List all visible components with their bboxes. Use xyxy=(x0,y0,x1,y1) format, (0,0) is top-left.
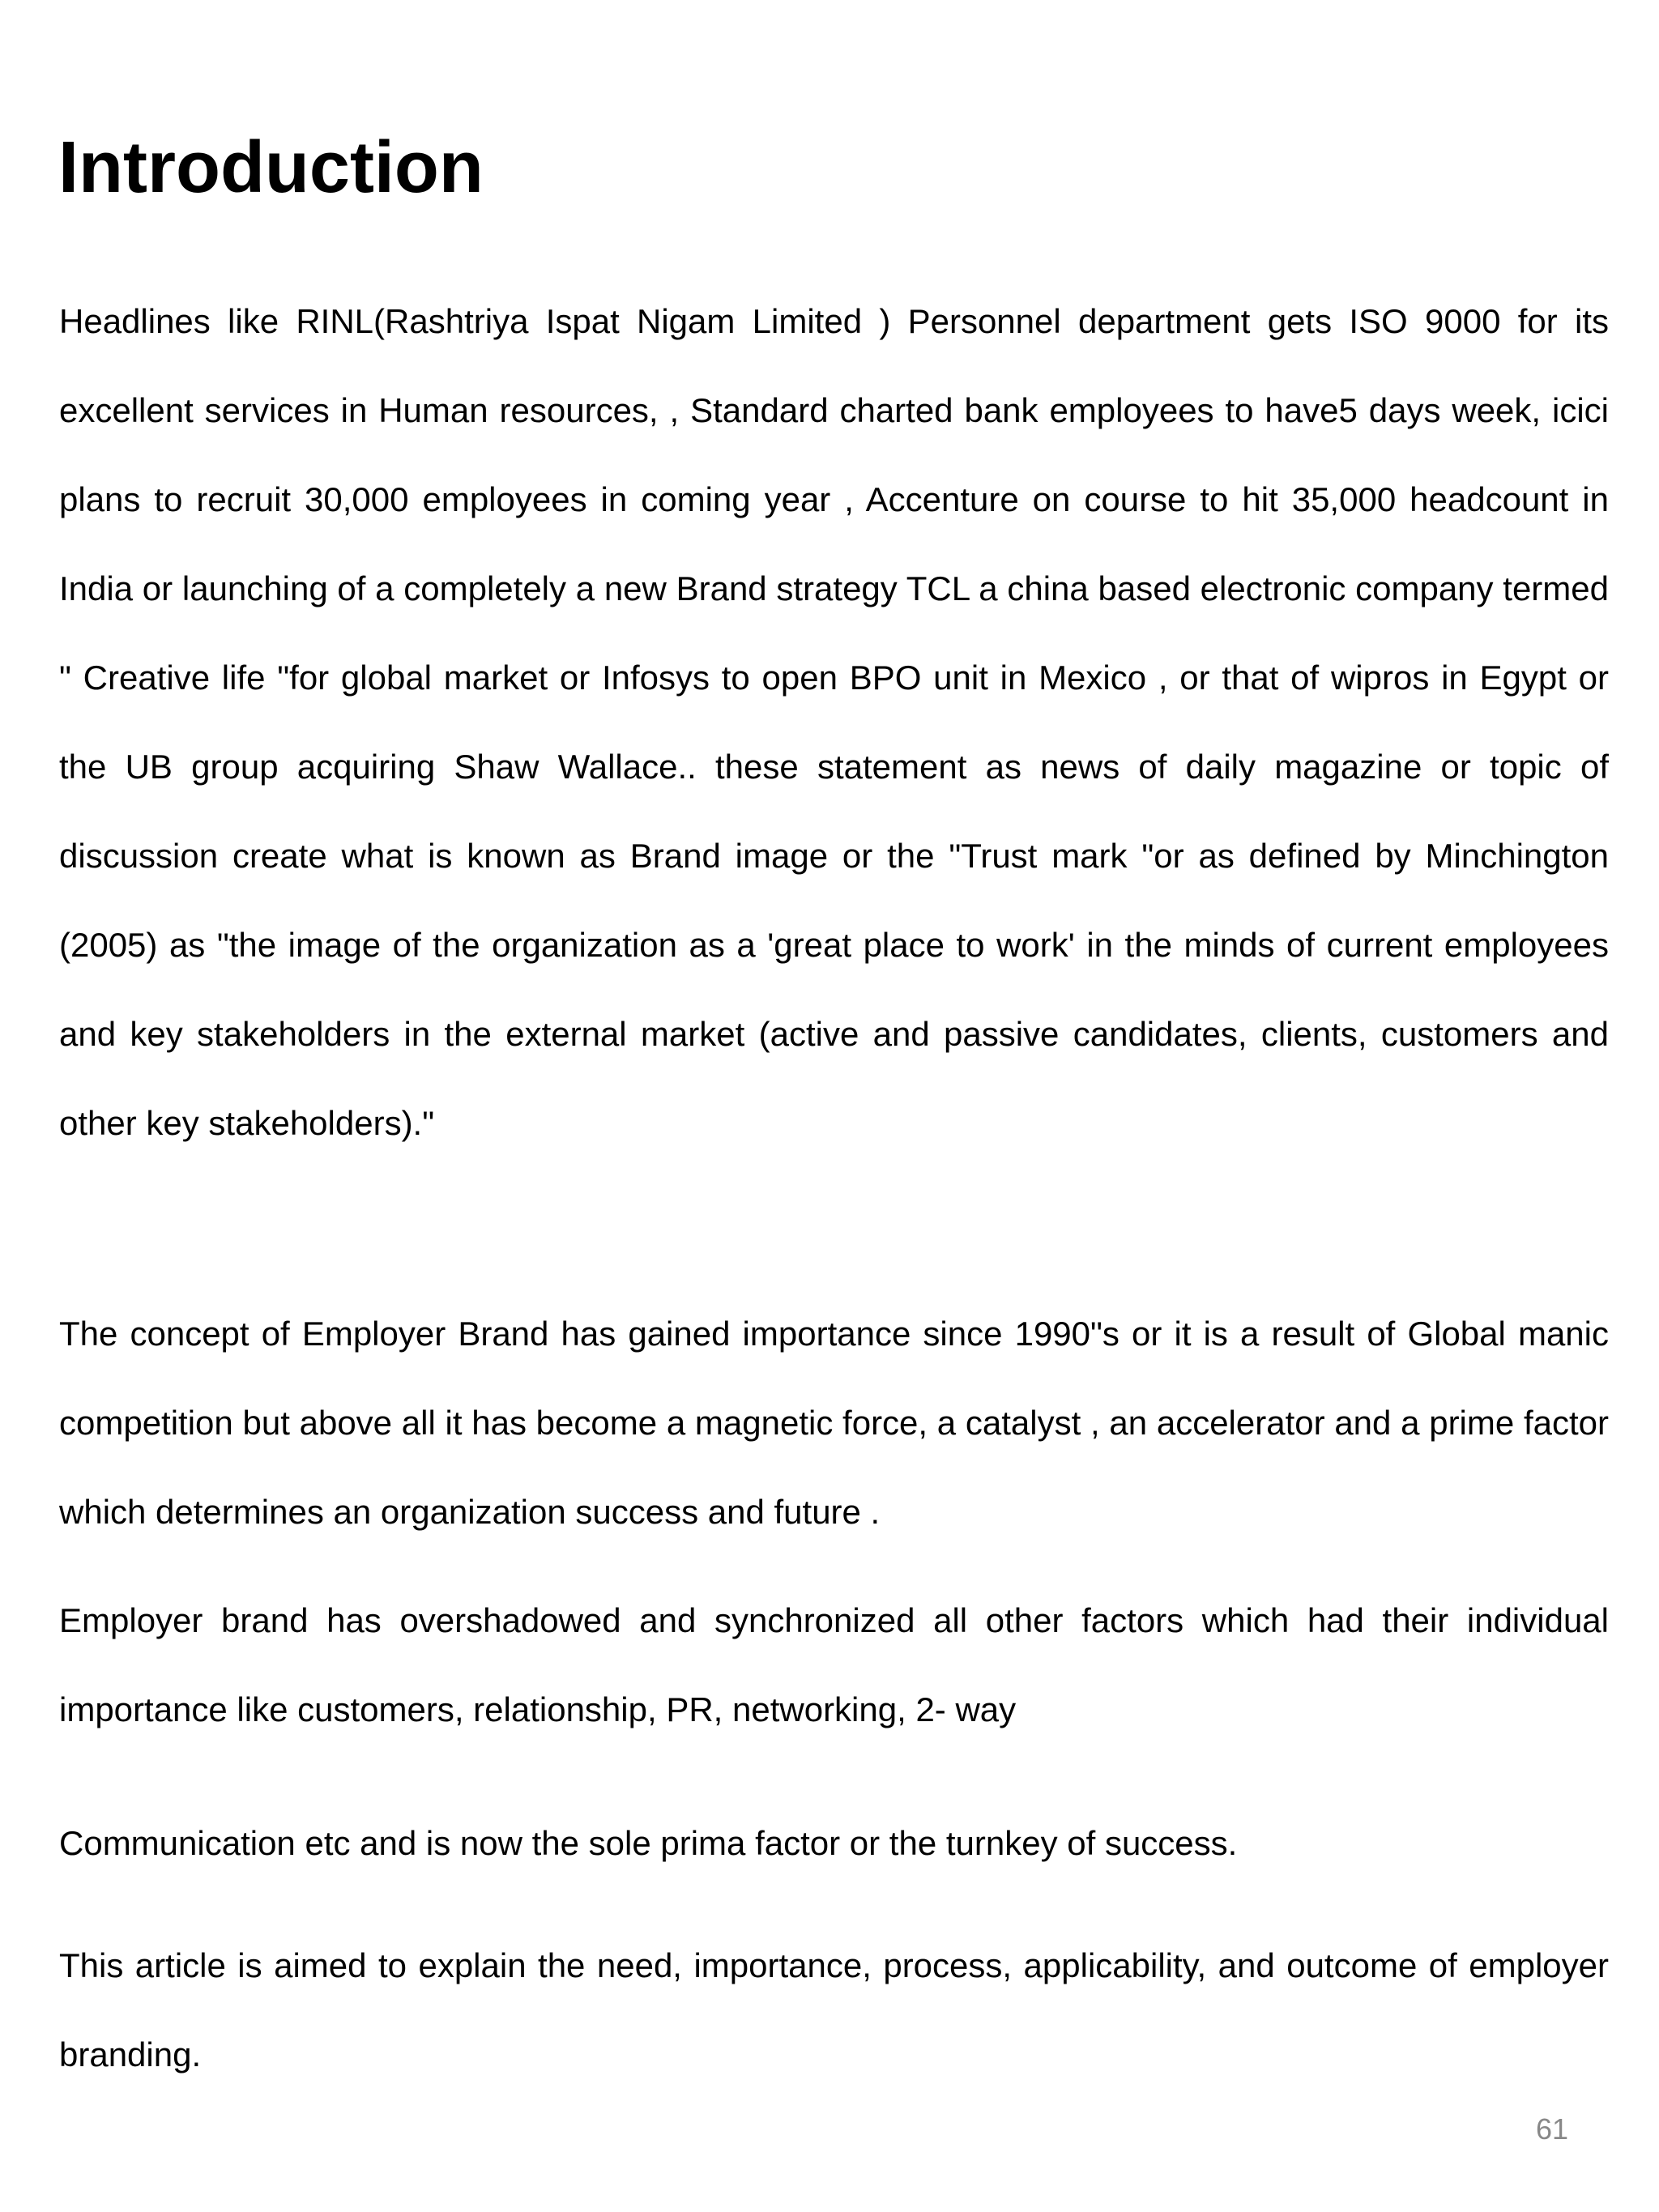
page-title: Introduction xyxy=(58,127,484,208)
paragraph-headlines: Headlines like RINL(Rashtriya Ispat Nigam Limited ) Personnel department gets ISO 9000 for its excellent services in Human resources, , Standard charted bank employees to have5 days week, icici plans to recruit 30,000 employees in coming year , Accenture on course to hit 35,000 headcount in India or launching of a completely a new Brand strategy TCL a china based electronic company termed " Creative life "for global market or Infosys to open BPO unit in Mexico , or that of wipros in Egypt or the UB group acquiring Shaw Wallace.. these statement as news of daily magazine or topic of discussion create what is known as Brand image or the "Trust mark "or as defined by Minchington (2005) as "the image of the organization as a 'great place to work' in the minds of current employees and key stakeholders in the external market (active and passive candidates, clients, customers and other key stakeholders)." xyxy=(59,302,1609,1142)
paragraph-employer-brand-concept: The concept of Employer Brand has gained importance since 1990"s or it is a result of Global manic competition but above all it has become a magnetic force, a catalyst , an accelerator and a prime factor which determines an organization success and future . xyxy=(59,1315,1609,1531)
page-number: 61 xyxy=(1535,2112,1568,2146)
paragraph-communication: Communication etc and is now the sole prima factor or the turnkey of success. xyxy=(59,1824,1238,1862)
paragraph-employer-brand-overshadowed: Employer brand has overshadowed and synchronized all other factors which had their individual importance like customers, relationship, PR, networking, 2- way xyxy=(59,1601,1609,1728)
paragraph-article-aim: This article is aimed to explain the need, importance, process, applicability, and outcome of employer branding. xyxy=(59,1946,1609,2073)
